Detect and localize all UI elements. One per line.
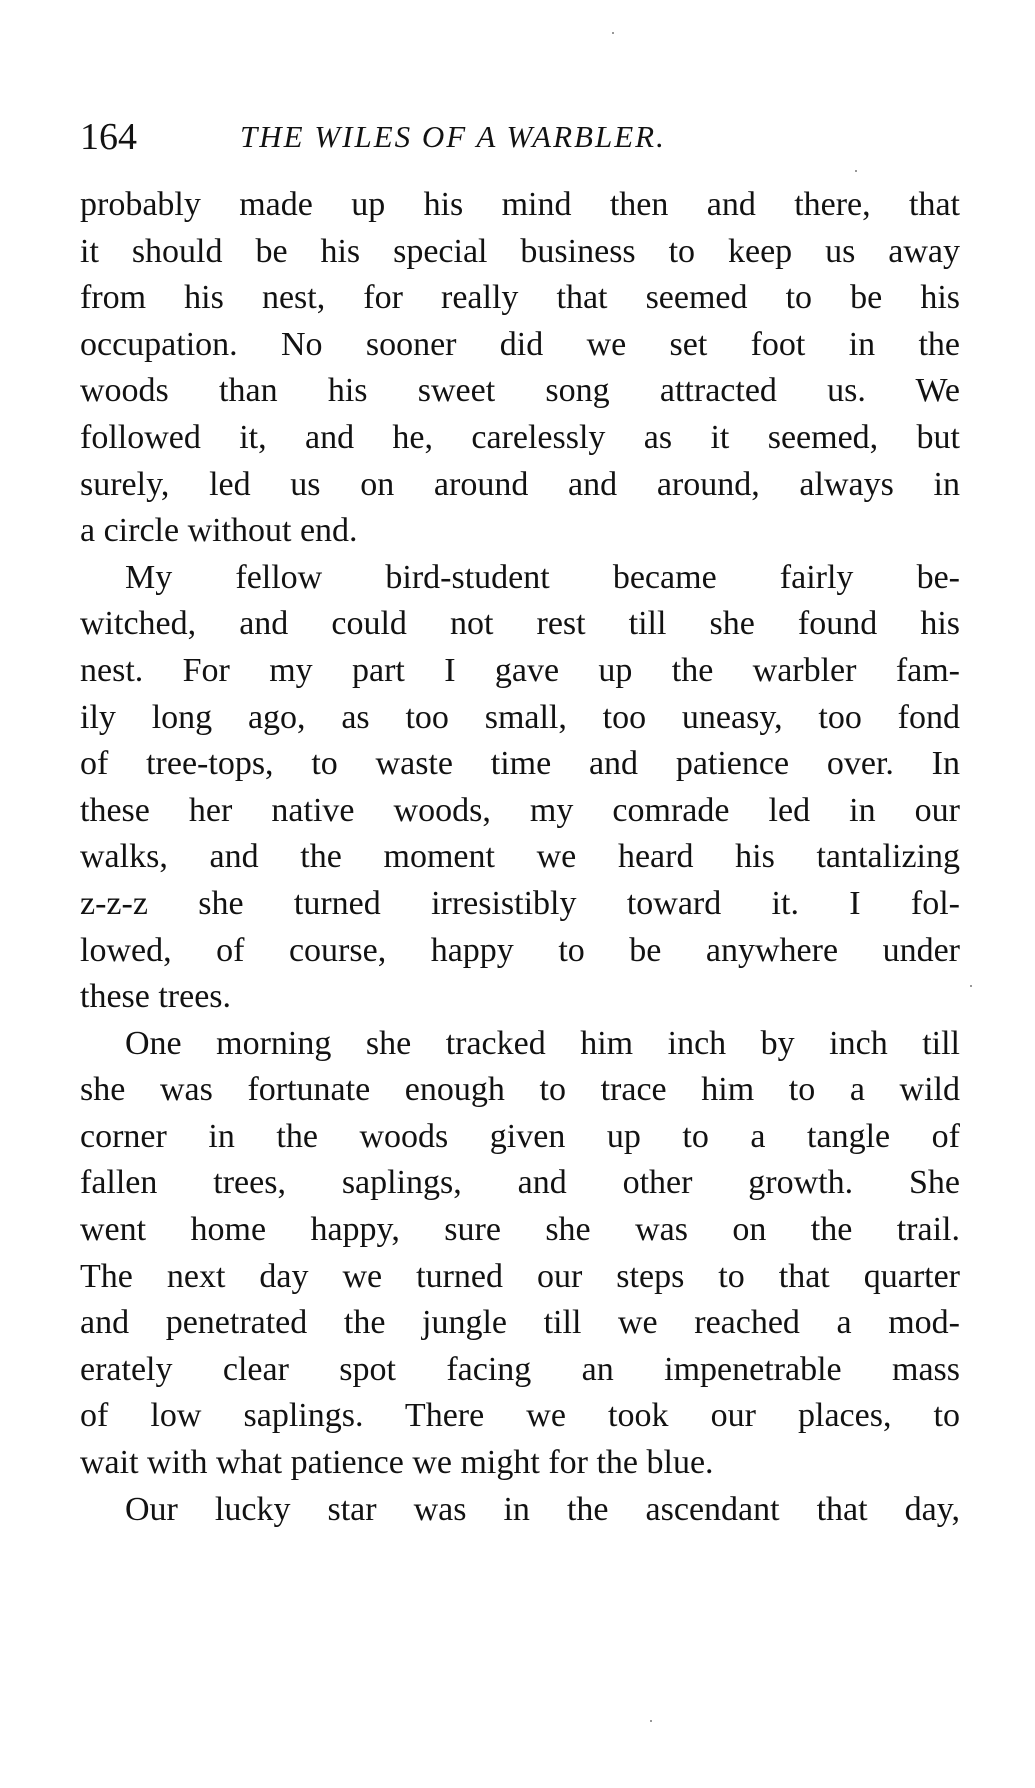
text-line: surely, led us on around and around, always in [80,465,960,503]
text-line: it should be his special business to keep us away [80,232,960,270]
text-line: followed it, and he, carelessly as it seemed, but [80,418,960,456]
text-line: and penetrated the jungle till we reached a mod- [80,1304,960,1342]
text-line: of tree-tops, to waste time and patience over. In [80,745,960,783]
text-line: lowed, of course, happy to be anywhere under [80,931,960,969]
text-line: One morning she tracked him inch by inch till [125,1024,960,1062]
page-header [80,112,960,162]
paper-speck [612,32,614,34]
text-line: nest. For my part I gave up the warbler fam- [80,651,960,689]
text-line: witched, and could not rest till she found his [80,605,960,643]
paper-speck [650,1720,652,1722]
text-line: from his nest, for really that seemed to be his [80,279,960,317]
paragraph [80,1021,960,1487]
running-head: THE WILES OF A WARBLER. [240,119,666,154]
text-line: Our lucky star was in the ascendant that day, [125,1490,960,1528]
text-line: The next day we turned our steps to that quarter [80,1257,960,1295]
text-line: erately clear spot facing an impenetrable mass [80,1350,960,1388]
paragraph [80,182,960,555]
text-line: wait with what patience we might for the blue. [80,1444,714,1482]
page-number: 164 [80,116,137,158]
body-text [80,182,960,1533]
paper-speck [970,985,972,987]
text-line: probably made up his mind then and there, that [80,186,960,223]
text-line: these trees. [80,978,232,1016]
text-line: a circle without end. [80,512,358,550]
text-line: fallen trees, saplings, and other growth. She [80,1164,960,1202]
text-line: occupation. No sooner did we set foot in the [80,325,960,363]
text-line: these her native woods, my comrade led in our [80,791,960,829]
text-line: woods than his sweet song attracted us. We [80,372,960,410]
paragraph [80,1487,960,1534]
text-line: ily long ago, as too small, too uneasy, too fond [80,698,960,736]
paragraph [80,555,960,1021]
text-line: corner in the woods given up to a tangle of [80,1117,960,1155]
text-line: My fellow bird-student became fairly be- [125,558,960,596]
text-line: of low saplings. There we took our places, to [80,1397,960,1435]
text-line: z-z-z she turned irresistibly toward it. I fol- [80,884,960,922]
text-line: she was fortunate enough to trace him to a wild [80,1071,960,1109]
text-line: went home happy, sure she was on the trail. [80,1211,960,1249]
paper-speck [855,170,857,172]
text-line: walks, and the moment we heard his tantalizing [80,838,960,876]
